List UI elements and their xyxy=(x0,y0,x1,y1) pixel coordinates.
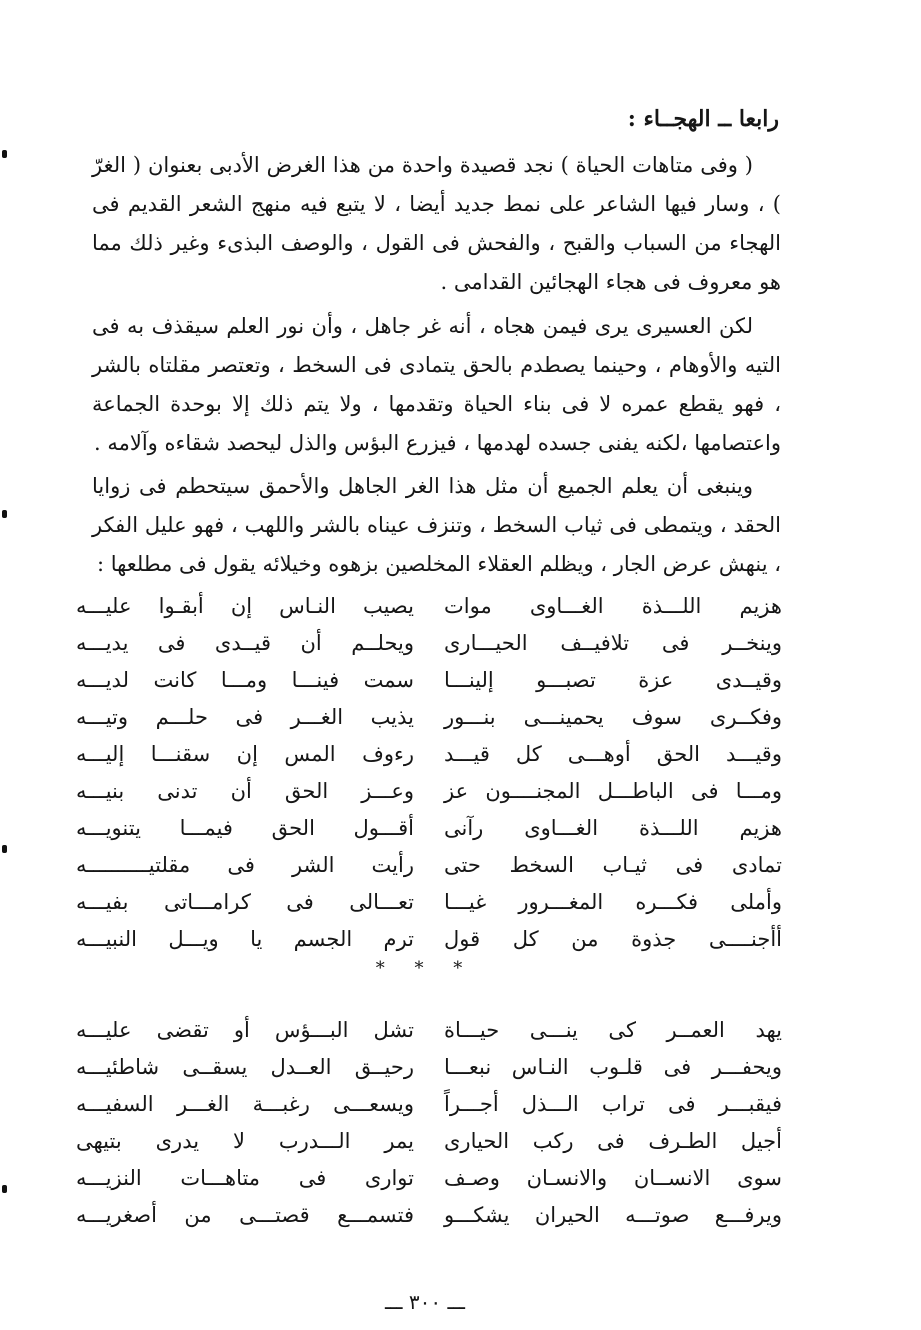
second-hemistich: رحيــق العــدل يسقــى شاطئيـــه xyxy=(76,1054,414,1079)
verse-line xyxy=(76,698,782,735)
poem-block xyxy=(76,1011,782,1233)
second-hemistich: فتسمـــع قصتـــى من أصغريـــه xyxy=(76,1202,414,1227)
verse-line xyxy=(76,1122,782,1159)
verse-line xyxy=(76,1085,782,1122)
second-hemistich: يمر الـــدرب لا يدرى بتيهى xyxy=(76,1128,414,1153)
verse-line xyxy=(76,735,782,772)
page-number: ـــ ٣٠٠ ـــ xyxy=(384,1290,466,1314)
section-heading: رابعا ــ الهجــاء : xyxy=(627,106,779,132)
first-hemistich: وفكــرى سوف يحمينـــى بنـــور xyxy=(444,704,782,729)
poem-block xyxy=(76,587,782,957)
first-hemistich: فيقبـــر فى تراب الـــذل أجـــراً xyxy=(444,1091,782,1116)
verse-line xyxy=(76,624,782,661)
first-hemistich: وينخــر فى تلافيــف الحيـــارى xyxy=(444,630,782,655)
verse-line xyxy=(76,772,782,809)
first-hemistich: ويحفـــر فى قلـوب النـاس نبعـــا xyxy=(444,1054,782,1079)
first-hemistich: وقيــدى عزة تصبـــو إلينـــا xyxy=(444,667,782,692)
second-hemistich: تشل البـــؤس أو تقضى عليـــه xyxy=(76,1017,414,1042)
verse-line xyxy=(76,883,782,920)
second-hemistich: يذيب الغـــر فى حلـــم وتيـــه xyxy=(76,704,414,729)
first-hemistich: سوى الانســان والانسـان وصـف xyxy=(444,1165,782,1190)
paragraph: لكن العسيرى يرى فيمن هجاه ، أنه غر جاهل ، وأن نور العلم سيقذف به فى التيه والأوهام ، وحينما يصطدم بالحق يتمادى فى السخط ، وتعتصر مقلتاه بالشر ، فهو يقطع عمره لا فى بناء الحياة وتقدمها ، ولا يتم ذلك إلا بوحدة الجماعة واعتصامها ،لكنه يفنى جسده لهدمها ، فيزرع البؤس والذل ليحصد شقاءه وآلامه . xyxy=(92,314,781,455)
second-hemistich: توارى فى متاهـــات النزيـــه xyxy=(76,1165,414,1190)
first-hemistich: وقيـــد الحق أوهـــى كل قيـــد xyxy=(444,741,782,766)
verse-line xyxy=(76,1159,782,1196)
second-hemistich: ويسعـــى رغبـــة الغـــر السفيـــه xyxy=(76,1091,414,1116)
verse-line xyxy=(76,846,782,883)
verse-line xyxy=(76,661,782,698)
second-hemistich: رءوف المس إن سقنـــا إليـــه xyxy=(76,741,414,766)
first-hemistich: ومـــا فى الباطـــل المجنــــون عز xyxy=(444,778,782,803)
verse-line xyxy=(76,920,782,957)
margin-mark xyxy=(2,510,7,518)
first-hemistich: يهد العمــر كى ينـــى حيـــاة xyxy=(444,1017,782,1042)
second-hemistich: رأيت الشر فى مقلتيــــــــــه xyxy=(76,852,414,877)
second-hemistich: وعـــز الحق أن تدنى بنيـــه xyxy=(76,778,414,803)
first-hemistich: هزيم اللـــذة الغـــاوى موات xyxy=(444,593,782,618)
first-hemistich: هزيم اللـــذة الغـــاوى رآنى xyxy=(444,815,782,840)
verse-line xyxy=(76,1011,782,1048)
margin-mark xyxy=(2,1185,7,1193)
first-hemistich: ويرفـــع صوتـــه الحيران يشكـــو xyxy=(444,1202,782,1227)
section-separator: * * * xyxy=(375,958,475,979)
first-hemistich: أأجنــــى جذوة من كل قول xyxy=(444,926,782,951)
margin-mark xyxy=(2,845,7,853)
second-hemistich: أقـــول الحق فيمـــا يتنويـــه xyxy=(76,815,414,840)
verse-line xyxy=(76,1196,782,1233)
paragraph: وينبغى أن يعلم الجميع أن مثل هذا الغر الجاهل والأحمق سيتحطم فى زوايا الحقد ، ويتمطى فى ثياب السخط ، وتنزف عيناه بالشر واللهب ، فهو عليل الفكر ، ينهش عرض الجار ، ويظلم العقلاء المخلصين بزهوه وخيلائه يقول فى مطلعها : xyxy=(92,474,781,576)
verse-line xyxy=(76,1048,782,1085)
verse-line xyxy=(76,809,782,846)
first-hemistich: أجيل الطـرف فى ركب الحيارى xyxy=(444,1128,782,1153)
verse-line xyxy=(76,587,782,624)
second-hemistich: سمت فينـــا ومـــا كانت لديـــه xyxy=(76,667,414,692)
first-hemistich: تمادى فى ثيـاب السخط حتى xyxy=(444,852,782,877)
first-hemistich: وأملى فكـــره المغـــرور غيـــا xyxy=(444,889,782,914)
second-hemistich: يصيب النـاس إن أبقـوا عليـــه xyxy=(76,593,414,618)
second-hemistich: ويحلــم أن قيــدى فى يديـــه xyxy=(76,630,414,655)
second-hemistich: تعـــالى فى كرامـــاتى بفيـــه xyxy=(76,889,414,914)
margin-mark xyxy=(2,150,7,158)
paragraph: ( وفى متاهات الحياة ) نجد قصيدة واحدة من هذا الغرض الأدبى بعنوان ( الغرّ ) ، وسار فيها الشاعر على نمط جديد أيضا ، لا يتبع فيه منهج الشعر القديم فى الهجاء من السباب والقبح ، والفحش فى القول ، والوصف البذىء وغير ذلك مما هو معروف فى هجاء الهجائين القدامى . xyxy=(92,153,781,294)
second-hemistich: ترم الجسم يا ويـــل النبيـــه xyxy=(76,926,414,951)
